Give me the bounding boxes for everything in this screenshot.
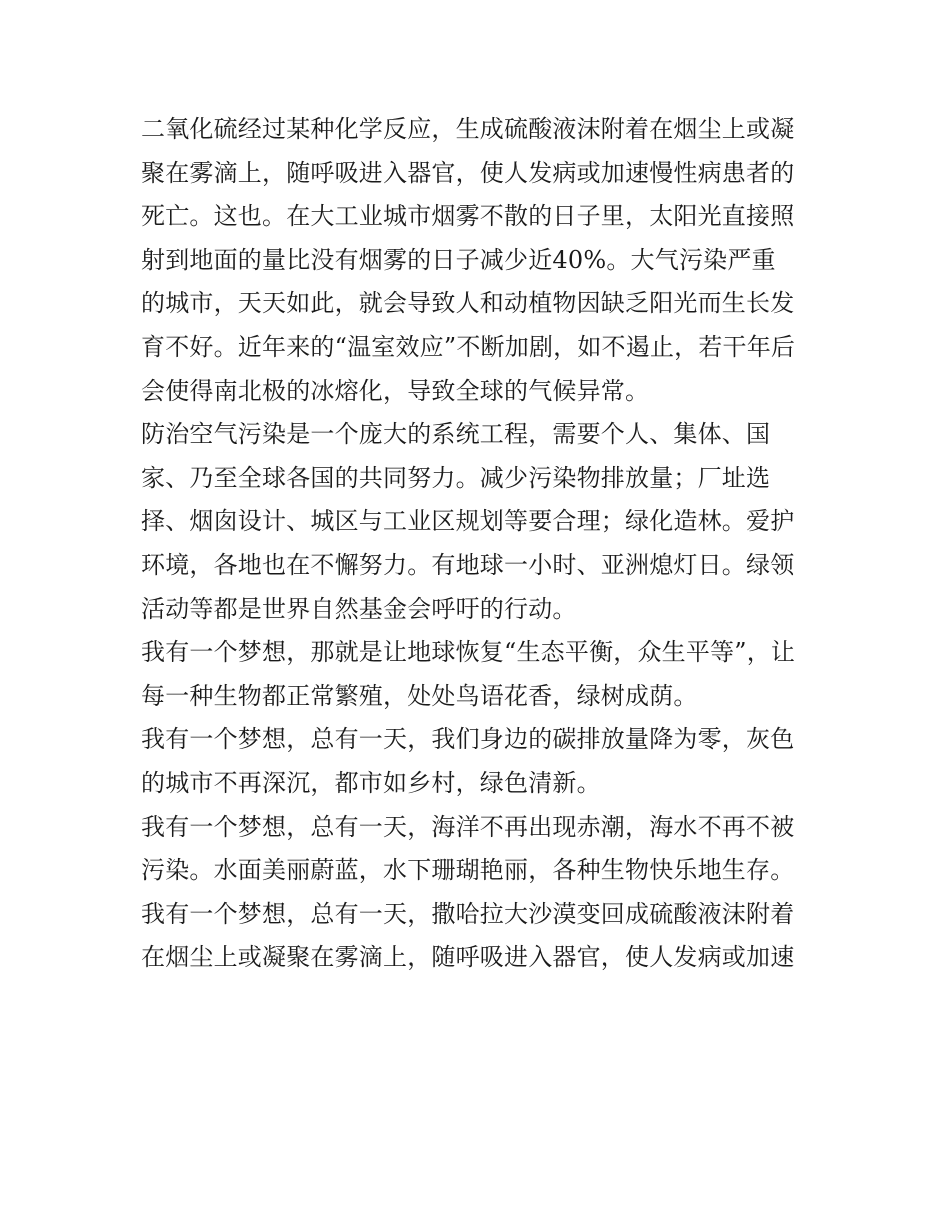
text-line: 活动等都是世界自然基金会呼吁的行动。 [141, 594, 577, 623]
text-line: 聚在雾滴上，随呼吸进入器官，使人发病或加速慢性病患者的 [141, 158, 795, 187]
text-line: 射到地面的量比没有烟雾的日子减少近40%。大气污染严重 [141, 245, 776, 274]
text-line: 我有一个梦想，那就是让地球恢复“生态平衡，众生平等”，让 [141, 638, 796, 667]
text-line: 污染。水面美丽蔚蓝，水下珊瑚艳丽，各种生物快乐地生存。 [141, 856, 795, 885]
text-line: 二氧化硫经过某种化学反应，生成硫酸液沫附着在烟尘上或凝 [141, 115, 795, 143]
text-line: 在烟尘上或凝聚在雾滴上，随呼吸进入器官，使人发病或加速 [141, 943, 795, 972]
text-line: 我有一个梦想，总有一天，我们身边的碳排放量降为零，灰色 [141, 725, 795, 754]
text-line: 择、烟囱设计、城区与工业区规划等要合理；绿化造林。爱护 [141, 507, 795, 536]
text-line: 环境，各地也在不懈努力。有地球一小时、亚洲熄灯日。绿领 [141, 550, 795, 579]
text-line: 的城市，天天如此，就会导致人和动植物因缺乏阳光而生长发 [141, 289, 795, 318]
text-line: 家、乃至全球各国的共同努力。减少污染物排放量；厂址选 [141, 463, 771, 492]
text-line: 死亡。这也。在大工业城市烟雾不散的日子里，太阳光直接照 [141, 202, 795, 231]
text-line: 我有一个梦想，总有一天，撒哈拉大沙漠变回成硫酸液沫附着 [141, 899, 795, 928]
text-line: 育不好。近年来的“温室效应”不断加剧，如不遏止，若干年后 [141, 332, 796, 361]
text-line: 防治空气污染是一个庞大的系统工程，需要个人、集体、国 [141, 420, 771, 449]
text-line: 我有一个梦想，总有一天，海洋不再出现赤潮，海水不再不被 [141, 812, 795, 841]
text-line: 每一种生物都正常繁殖，处处鸟语花香，绿树成荫。 [141, 681, 698, 710]
document-body [141, 108, 821, 980]
text-line: 会使得南北极的冰熔化，导致全球的气候异常。 [141, 376, 650, 405]
text-line: 的城市不再深沉，都市如乡村，绿色清新。 [141, 768, 601, 797]
